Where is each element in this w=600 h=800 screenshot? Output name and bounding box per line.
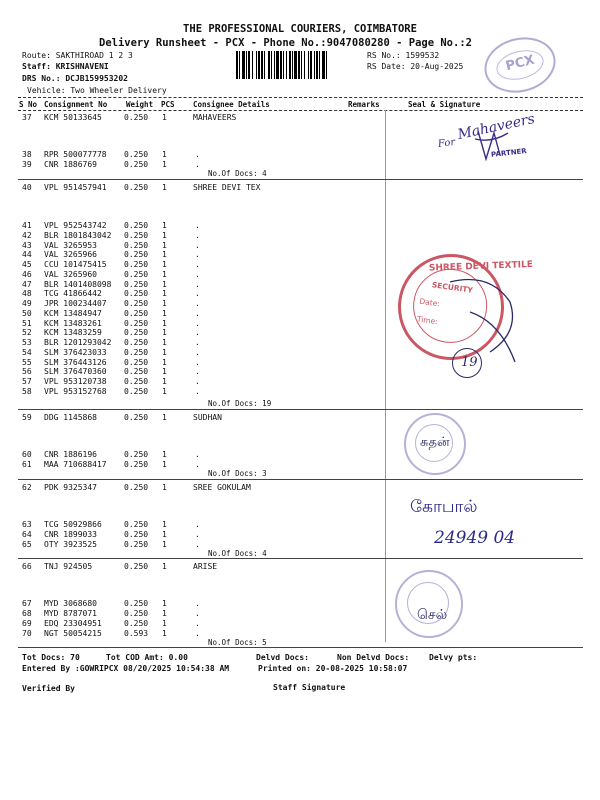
- table-row: 53 BLR 1201293042 0.250 1 .: [22, 338, 200, 347]
- docs-count: No.Of Docs: 3: [208, 469, 267, 478]
- delivered-docs: Delvd Docs:: [256, 653, 309, 662]
- gokulam-number: 24949 04: [434, 528, 516, 548]
- table-row: 58 VPL 953152768 0.250 1 .: [22, 386, 200, 396]
- table-row: 68 MYD 8787071 0.250 1 .: [22, 609, 200, 618]
- row-consignee: MAHAVEERS: [193, 113, 237, 122]
- row-sno: 37: [22, 113, 32, 122]
- header-divider: [18, 97, 583, 98]
- table-row: 47 BLR 1401408098 0.250 1 .: [22, 279, 200, 289]
- row-pcs: 1: [162, 113, 167, 122]
- row-consignee: SREE GOKULAM: [193, 483, 251, 492]
- table-row: 63 TCG 50929866 0.250 1 .: [22, 520, 200, 529]
- table-row: 46 VAL 3265960 0.250 1 .: [22, 269, 200, 279]
- runsheet-table: [0, 113, 600, 652]
- row-consignment: KCM 50133645: [44, 113, 102, 122]
- table-row: 38 RPR 500077778 0.250 1 .: [22, 150, 200, 159]
- docs-count: No.Of Docs: 5: [208, 638, 267, 647]
- header-divider-bottom: [18, 110, 583, 111]
- shreedevi-date: Date:: [418, 296, 441, 309]
- table-row: 54 SLM 376423033 0.250 1 .: [22, 347, 200, 357]
- col-sno: S No: [19, 100, 38, 109]
- col-consignment: Consignment No: [44, 100, 108, 109]
- table-row: 45 CCU 101475415 0.250 1 .: [22, 260, 200, 269]
- docs-count: No.Of Docs: 4: [208, 169, 267, 178]
- shreedevi-count: 19: [461, 355, 478, 370]
- table-row: 65 OTY 3923525 0.250 1 .: [22, 540, 200, 549]
- table-row: 70 NGT 50054215 0.593 1 .: [22, 629, 200, 638]
- pcx-stamp-text: PCX: [504, 52, 537, 75]
- entered-by: Entered By :GOWRIPCX 08/20/2025 10:54:38 AM: [22, 664, 230, 673]
- shreedevi-stamp-text: SHREE DEVI TEXTILE: [428, 259, 534, 274]
- table-row: 41 VPL 952543742 0.250 1 .: [22, 221, 200, 230]
- row-consignee: ARISE: [193, 562, 218, 571]
- shreedevi-security: SECURITY: [431, 280, 474, 295]
- table-row: 52 KCM 13483259 0.250 1 .: [22, 328, 200, 338]
- pcx-stamp: [479, 30, 562, 100]
- sudhan-signature: சுதன்: [420, 435, 450, 450]
- total-cod: Tot COD Amt: 0.00: [106, 653, 188, 662]
- table-row: 57 VPL 953120738 0.250 1 .: [22, 377, 200, 386]
- col-remarks: Remarks: [348, 100, 380, 109]
- table-row: 39 CNR 1886769 0.250 1 .: [22, 160, 200, 169]
- table-row: 66 TNJ 924505 0.250 1 ARISE: [22, 562, 218, 571]
- route-label: Route: SAKTHIROAD 1 2 3: [22, 51, 133, 60]
- table-row: 44 VAL 3265966 0.250 1 .: [22, 250, 200, 260]
- drs-number: DRS No.: DCJB159953202: [22, 74, 128, 83]
- table-row: 56 SLM 376470360 0.250 1 .: [22, 367, 200, 377]
- table-row: 43 VAL 3265953 0.250 1 .: [22, 240, 200, 250]
- col-seal: Seal & Signature: [408, 100, 481, 109]
- row-weight: 0.250: [124, 113, 149, 122]
- drs-barcode: [236, 51, 362, 79]
- table-row: 48 TCG 41866442 0.250 1 .: [22, 289, 200, 299]
- row-consignee: SHREE DEVI TEX: [193, 183, 261, 192]
- group-divider: [18, 409, 583, 410]
- verified-by: Verified By: [22, 684, 75, 693]
- table-row: 59 DDG 1145868 0.250 1 SUDHAN: [22, 413, 222, 422]
- group-divider: [18, 558, 583, 559]
- docs-count: No.Of Docs: 19: [208, 399, 272, 408]
- docs-count: No.Of Docs: 4: [208, 549, 267, 558]
- col-consignee: Consignee Details: [193, 100, 270, 109]
- mahaveers-signature: Mahaveers: [456, 111, 537, 143]
- table-row: 60 CNR 1886196 0.250 1 .: [22, 450, 200, 459]
- consignee-group: [0, 562, 600, 652]
- printed-on: Printed on: 20-08-2025 10:58:07: [258, 664, 408, 673]
- table-row: 55 SLM 376443126 0.250 1 .: [22, 357, 200, 367]
- runsheet-title: Delivery Runsheet - PCX - Phone No.:9047080280 - Page No.:2: [99, 37, 472, 49]
- table-row: 62 PDK 9325347 0.250 1 SREE GOKULAM: [22, 483, 251, 492]
- consignee-group: [0, 483, 600, 562]
- table-row: 42 BLR 1801843042 0.250 1 .: [22, 230, 200, 240]
- shreedevi-count-circle: [452, 348, 482, 378]
- total-docs: Tot Docs: 70: [22, 653, 80, 662]
- mahaveers-partner: PARTNER: [490, 147, 528, 159]
- table-row: 49 JPR 100234407 0.250 1 .: [22, 299, 200, 308]
- rs-number: RS No.: 1599532: [367, 51, 440, 60]
- gokulam-signature: கோபால்: [410, 497, 478, 517]
- table-row: 50 KCM 13484947 0.250 1 .: [22, 308, 200, 318]
- rs-date: RS Date: 20-Aug-2025: [367, 62, 464, 71]
- table-row: 40 VPL 951457941 0.250 1 SHREE DEVI TEX: [22, 183, 261, 192]
- mahaveers-scribble: [472, 125, 512, 167]
- arise-stamp: [395, 570, 463, 638]
- table-row: 64 CNR 1899033 0.250 1 .: [22, 530, 200, 539]
- delivery-points: Delvy pts:: [429, 653, 478, 662]
- company-name: THE PROFESSIONAL COURIERS, COIMBATORE: [183, 23, 417, 35]
- table-row: 61 MAA 710688417 0.250 1 .: [22, 460, 200, 469]
- group-divider: [18, 479, 583, 480]
- col-weight: Weight: [126, 100, 154, 109]
- consignee-group: [0, 413, 600, 483]
- group-divider: [18, 179, 583, 180]
- mahaveers-for: For: [437, 136, 456, 151]
- arise-signature: செல்: [417, 607, 448, 623]
- table-row: 69 EDQ 23304951 0.250 1 .: [22, 619, 200, 628]
- group-divider: [18, 647, 583, 648]
- staff-label: Staff: KRISHNAVENI: [22, 62, 109, 71]
- col-pcs: PCS: [161, 100, 175, 109]
- table-row: 51 KCM 13483261 0.250 1 .: [22, 318, 200, 328]
- shreedevi-time: Time:: [416, 314, 439, 327]
- table-row: 67 MYD 3068680 0.250 1 .: [22, 599, 200, 608]
- staff-signature: Staff Signature: [273, 683, 346, 692]
- non-delivered-docs: Non Delvd Docs:: [337, 653, 410, 662]
- row-consignee: SUDHAN: [193, 413, 222, 422]
- vehicle-label: Vehicle: Two Wheeler Delivery: [27, 86, 167, 95]
